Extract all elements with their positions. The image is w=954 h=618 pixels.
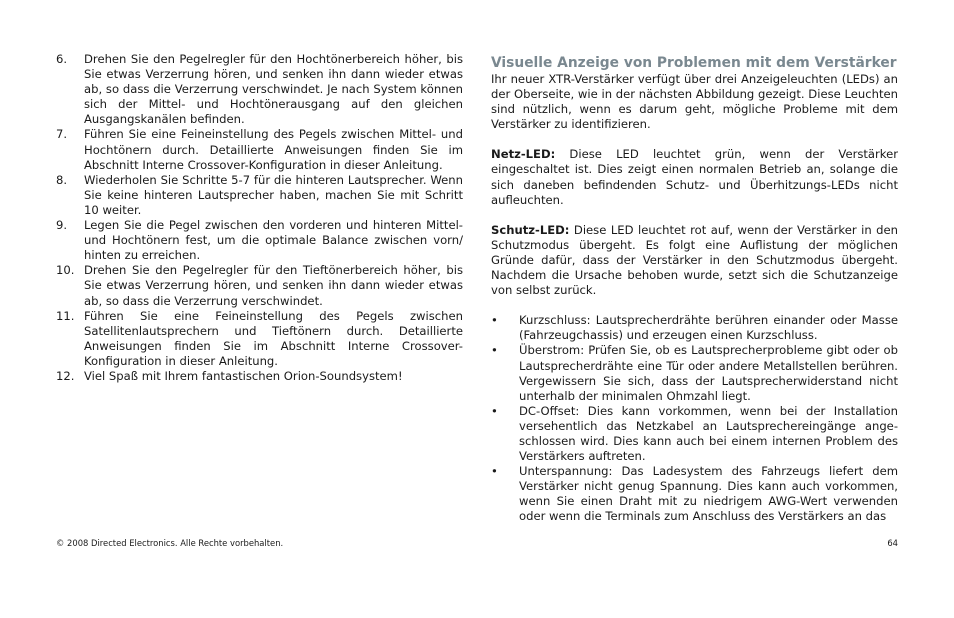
intro-paragraph: Ihr neuer XTR-Verstärker verfügt über drei Anzeigeleuchten (LEDs) an der Oberseite, wie in der nächsten Abbildung gezeigt. Diese Leuchten sind nützlich, wenn es darum geht, mögliche Probleme mit dem Verstärker zu identifizieren. — [491, 72, 898, 132]
step-number: 11. — [56, 308, 75, 323]
list-item — [56, 218, 463, 263]
bullet-text: Unterspannung: Das Ladesystem des Fahrzeugs liefert dem Verstärker nicht genug Spannung. Dies kann auch vorkommen, wenn Sie einen Draht mit zu niedrigem AWG-Wert verwenden oder wenn die Terminals zum Anschluss des Verstärkers an das — [519, 464, 898, 524]
step-text: Führen Sie eine Feineinstellung des Pegels zwischen Mittel- und Hochtönern durch. Detaillierte Anweisungen finden Sie im Abschnitt Interne Crossover-Konfiguration in dieser Anleitung. — [84, 127, 463, 172]
bullet-icon: • — [491, 313, 498, 328]
netz-led-paragraph — [491, 147, 898, 207]
netz-led-text: Diese LED leuchtet grün, wenn der Verstärker eingeschaltet ist. Dies zeigt einen normalen Betrieb an, solange die sich daneben befindenden Schutz- und Überhitzungs-LEDs nicht aufleuchten. — [491, 147, 898, 207]
step-number: 10. — [56, 263, 75, 278]
list-item — [56, 263, 463, 308]
bullet-icon: • — [491, 464, 498, 479]
section-heading: Visuelle Anzeige von Problemen mit dem Verstärker — [491, 55, 897, 71]
list-item — [491, 464, 898, 524]
list-item — [491, 343, 898, 403]
left-column — [56, 52, 463, 384]
step-text: Führen Sie eine Feineinstellung des Pegels zwischen Satellitenlautsprechern und Tieftönern durch. Detaillierte Anweisungen finden Sie im Abschnitt Interne Crossover-Konfiguration in dieser Anleitung. — [84, 308, 463, 368]
list-item — [56, 369, 463, 384]
bullet-text: DC-Offset: Dies kann vorkommen, wenn bei der Installation versehentlich das Netzkabel an Lautsprechereingänge ange-schlossen wird. Dies kann auch bei einem internen Problem des Verstärkers auftreten. — [519, 403, 898, 464]
step-text: Drehen Sie den Pegelregler für den Tieftönerbereich höher, bis Sie etwas Verzerrung hören, und senken ihn dann wieder etwas ab, so dass die Verzerrung verschwindet. — [84, 263, 463, 308]
list-item — [491, 404, 898, 464]
list-item — [56, 309, 463, 369]
step-text: Viel Spaß mit Ihrem fantastischen Orion-Soundsystem! — [84, 368, 403, 383]
bullet-icon: • — [491, 403, 498, 418]
setup-steps-list — [56, 52, 463, 384]
schutz-led-paragraph — [491, 223, 898, 298]
step-number: 9. — [56, 218, 68, 233]
netz-led-label: Netz-LED: — [491, 147, 556, 162]
list-item — [491, 313, 898, 343]
step-text: Wiederholen Sie Schritte 5-7 für die hinteren Lautsprecher. Wenn Sie keine hinteren Lautsprecher haben, machen Sie mit Schritt 10 weiter. — [84, 172, 463, 217]
page-number: 64 — [887, 538, 898, 548]
bullet-icon: • — [491, 343, 498, 358]
bullet-text: Überstrom: Prüfen Sie, ob es Lautsprecherprobleme gibt oder ob Lautsprecherdrähte eine Tür oder andere Metallstellen berühren. Vergewissern Sie sich, dass der Lautsprecherwiderstand nicht unterhalb der minimalen Ohmzahl liegt. — [519, 343, 898, 403]
schutz-led-text: Diese LED leuchtet rot auf, wenn der Verstärker in den Schutzmodus übergeht. Es folgt eine Auflistung der möglichen Gründe dafür, dass der Verstärker in den Schutzmodus übergeht. Nachdem die Ursache behoben wurde, setzt sich die Schutzanzeige von selbst zurück. — [491, 222, 898, 298]
list-item — [56, 173, 463, 218]
protection-causes-list — [491, 313, 898, 524]
right-column — [491, 52, 898, 525]
list-item — [56, 127, 463, 172]
schutz-led-label: Schutz-LED: — [491, 222, 570, 237]
step-number: 6. — [56, 52, 68, 66]
bullet-text: Kurzschluss: Lautsprecherdrähte berühren einander oder Masse (Fahrzeugchassis) und erzeugen einen Kurzschluss. — [519, 313, 898, 343]
step-number: 12. — [56, 368, 75, 383]
step-number: 8. — [56, 172, 68, 187]
list-item — [56, 52, 463, 127]
step-text: Legen Sie die Pegel zwischen den vorderen und hinteren Mittel- und Hochtönern fest, um die optimale Balance zwischen vorn/ hinten zu erreichen. — [84, 218, 463, 263]
copyright-footer: © 2008 Directed Electronics. Alle Rechte vorbehalten. — [56, 538, 284, 548]
step-number: 7. — [56, 127, 68, 142]
step-text: Drehen Sie den Pegelregler für den Hochtönerbereich höher, bis Sie etwas Verzerrung hören, und senken ihn dann wieder etwas ab, so dass die Verzerrung verschwindet. Je nach System können sich der Mittel- und Hochtönerausgang auf den gleichen Ausgangskanälen befinden. — [84, 52, 463, 127]
